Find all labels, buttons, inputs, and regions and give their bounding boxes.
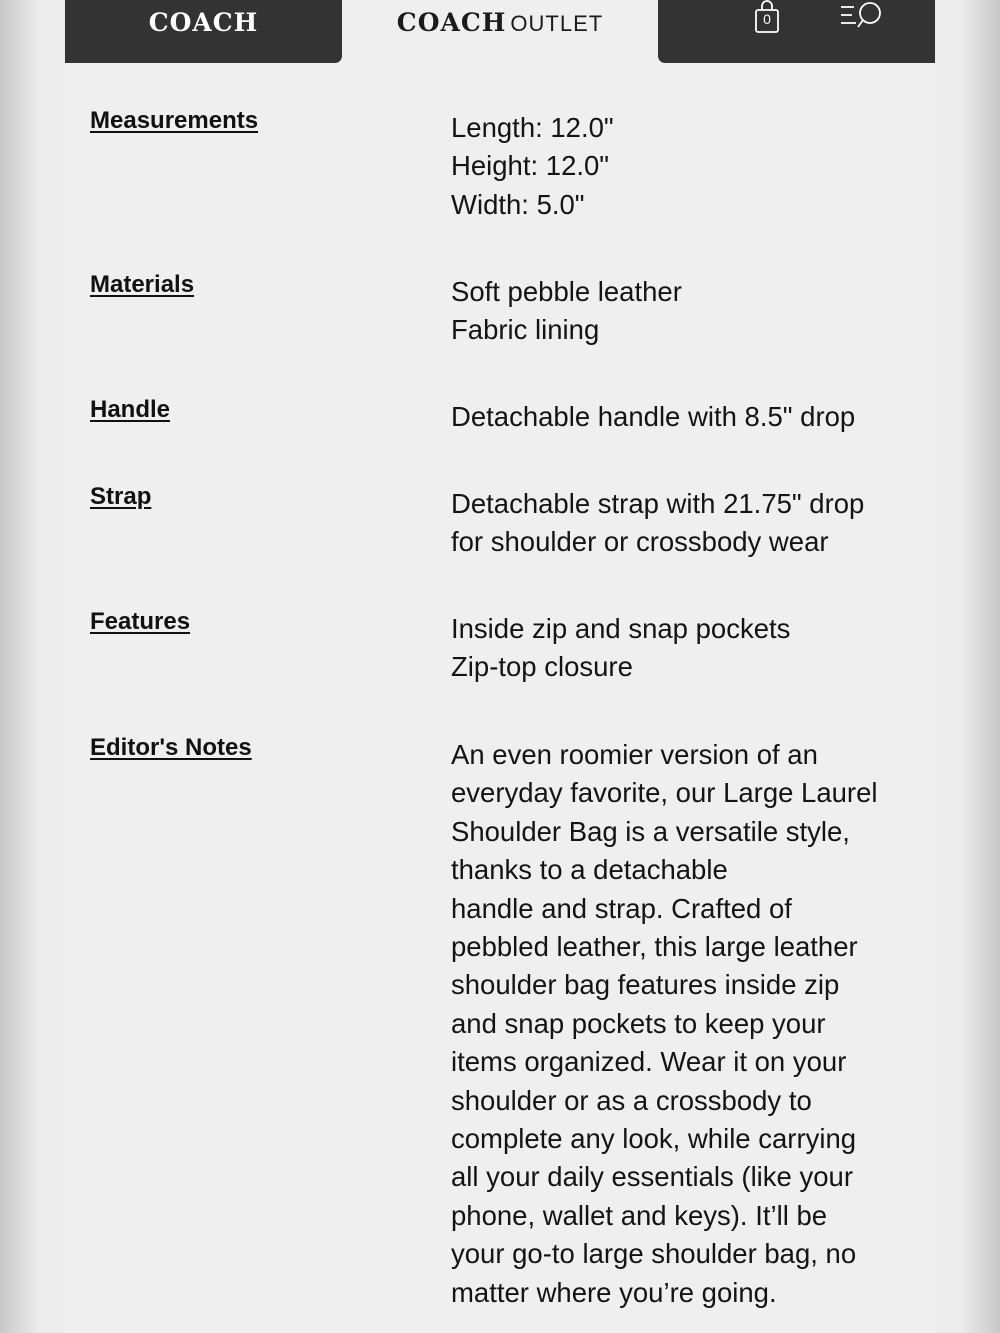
coach-outlet-tab[interactable]	[342, 0, 658, 63]
spec-line: Detachable handle with 8.5" drop	[451, 401, 856, 432]
notes-line: handle and strap. Crafted of	[451, 892, 792, 924]
spec-value	[451, 109, 921, 224]
shopping-bag-button[interactable]	[752, 0, 784, 36]
notes-line: shoulder bag features inside zip	[451, 969, 840, 1001]
product-details-page	[65, 0, 935, 1333]
outlet-logo-brand: COACH	[396, 8, 507, 37]
notes-line: shoulder or as a crossbody to	[451, 1084, 812, 1116]
coach-logo[interactable]: COACH	[148, 8, 259, 37]
notes-line: everyday favorite, our Large Laurel	[451, 777, 878, 809]
spec-line: Inside zip and snap pockets	[451, 613, 791, 644]
notes-line: all your daily essentials (like your	[451, 1161, 853, 1193]
notes-line: pebbled leather, this large leather	[451, 931, 858, 963]
spec-value	[451, 610, 921, 687]
bag-count-badge: 0	[763, 11, 771, 27]
spec-line: Fabric lining	[451, 314, 600, 346]
notes-line: your go-to large shoulder bag, no	[451, 1238, 857, 1270]
notes-line: matter where you’re going.	[451, 1276, 777, 1308]
top-navigation	[65, 0, 935, 63]
notes-line: items organized. Wear it on your	[451, 1046, 847, 1078]
spec-line: Length: 12.0"	[451, 112, 614, 143]
spec-label[interactable]: Handle	[90, 396, 171, 423]
editors-notes-text	[451, 736, 921, 1312]
notes-line: and snap pockets to keep your	[451, 1007, 826, 1039]
notes-line: complete any look, while carrying	[451, 1123, 857, 1155]
spec-line: for shoulder or crossbody wear	[451, 526, 829, 558]
notes-line: An even roomier version of an	[451, 739, 818, 770]
spec-label[interactable]: Measurements	[90, 107, 259, 134]
spec-label[interactable]: Editor's Notes	[90, 734, 252, 761]
spec-line: Zip-top closure	[451, 651, 633, 683]
outlet-logo-suffix: OUTLET	[510, 11, 604, 36]
spec-label[interactable]: Materials	[90, 271, 195, 298]
spec-line: Height: 12.0"	[451, 150, 610, 182]
notes-line: thanks to a detachable	[451, 854, 728, 886]
menu-search-button[interactable]	[838, 0, 888, 34]
coach-tab[interactable]	[65, 0, 342, 63]
notes-line: phone, wallet and keys). It’ll be	[451, 1199, 828, 1231]
spec-line: Soft pebble leather	[451, 276, 682, 307]
notes-line: Shoulder Bag is a versatile style,	[451, 815, 850, 847]
header-actions	[658, 0, 935, 63]
spec-value	[451, 273, 921, 350]
spec-label[interactable]: Features	[90, 608, 191, 635]
spec-value	[451, 398, 921, 436]
spec-label[interactable]: Strap	[90, 483, 152, 510]
spec-value	[451, 485, 921, 562]
spec-line: Detachable strap with 21.75" drop	[451, 488, 865, 519]
spec-line: Width: 5.0"	[451, 188, 585, 220]
coach-outlet-logo[interactable]	[342, 8, 658, 37]
menu-search-icon	[838, 0, 888, 34]
